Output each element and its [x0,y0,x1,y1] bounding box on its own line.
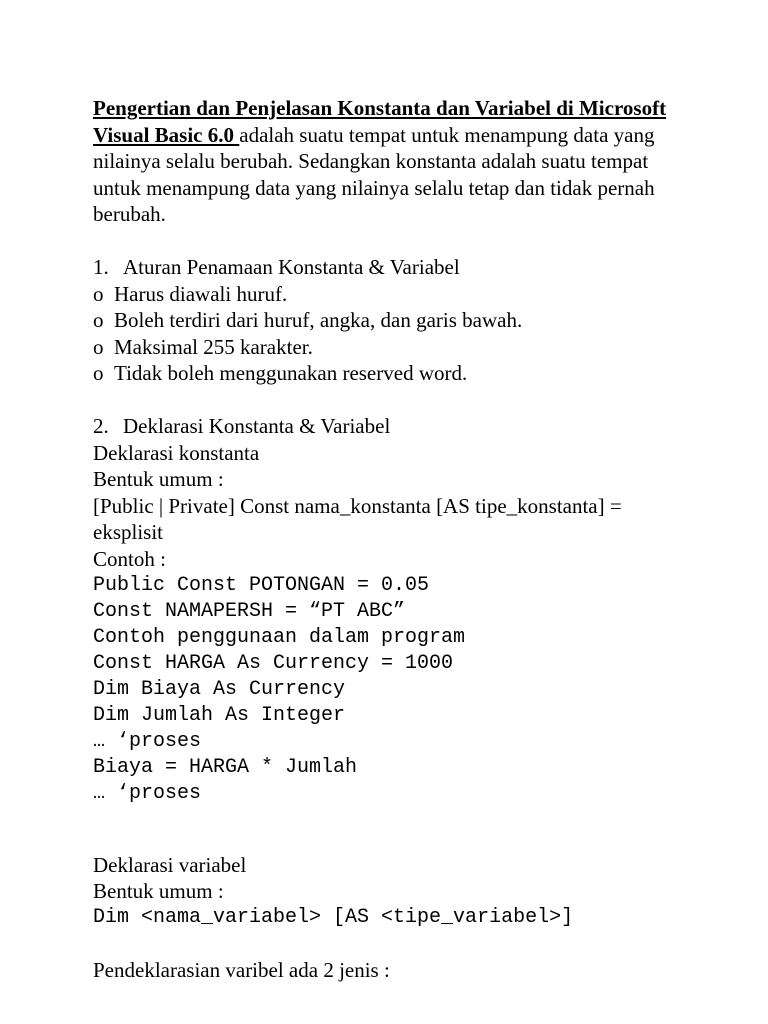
variabel-label: Deklarasi variabel [93,852,247,877]
jenis-text: Pendeklarasian varibel ada 2 jenis : [93,957,390,982]
contoh-label: Contoh : [93,546,166,571]
code-line: Dim Biaya As Currency [93,677,346,701]
spacer [93,387,673,413]
bullet-mark: o [93,281,104,306]
code-line: … ‘proses [93,781,202,805]
intro-paragraph [93,95,673,228]
list-item-text: Harus diawali huruf. [114,281,288,306]
list-item-text: Boleh terdiri dari huruf, angka, dan garis bawah. [114,308,523,333]
section-1-heading [93,254,673,281]
bullet-mark: o [93,308,104,333]
code-line: Const HARGA As Currency = 1000 [93,651,454,675]
code-block [93,573,673,807]
bentuk-umum-var-label: Bentuk umum : [93,879,224,904]
spacer [93,931,673,957]
document-content [93,95,673,983]
code-line: … ‘proses [93,729,202,753]
section-2-heading [93,413,673,440]
code-line: Dim Jumlah As Integer [93,703,346,727]
list-item [93,307,673,334]
intro-text: adalah suatu tempat untuk menampung data yang nilainya selalu berubah. Sedangkan konstanta adalah suatu tempat untuk menampung data yang nilainya selalu tetap dan tidak pernah berubah. [93,122,655,227]
code-line: Biaya = HARGA * Jumlah [93,755,358,779]
variabel-syntax: Dim <nama_variabel> [AS <tipe_variabel>] [93,905,574,929]
section-2-heading-text: Deklarasi Konstanta & Variabel [123,413,391,438]
spacer [93,807,673,852]
list-item-text: Maksimal 255 karakter. [114,334,313,359]
list-item [93,360,673,387]
code-line: Contoh penggunaan dalam program [93,625,466,649]
section-2-number: 2. [93,413,109,438]
code-line: Const NAMAPERSH = “PT ABC” [93,599,406,623]
bentuk-umum-label: Bentuk umum : [93,467,224,492]
konstanta-syntax: [Public | Private] Const nama_konstanta [AS tipe_konstanta] = eksplisit [93,493,622,545]
bullet-mark: o [93,334,104,359]
list-item-text: Tidak boleh menggunakan reserved word. [114,361,468,386]
list-item [93,334,673,361]
section-1-heading-text: Aturan Penamaan Konstanta & Variabel [123,254,460,279]
konstanta-label: Deklarasi konstanta [93,440,260,465]
section-1-number: 1. [93,254,109,279]
code-line: Public Const POTONGAN = 0.05 [93,573,430,597]
spacer [93,228,673,254]
bullet-mark: o [93,361,104,386]
list-item [93,281,673,308]
document-title: Pengertian dan Penjelasan Konstanta dan Variabel di Microsoft Visual Basic 6.0 [93,96,667,147]
